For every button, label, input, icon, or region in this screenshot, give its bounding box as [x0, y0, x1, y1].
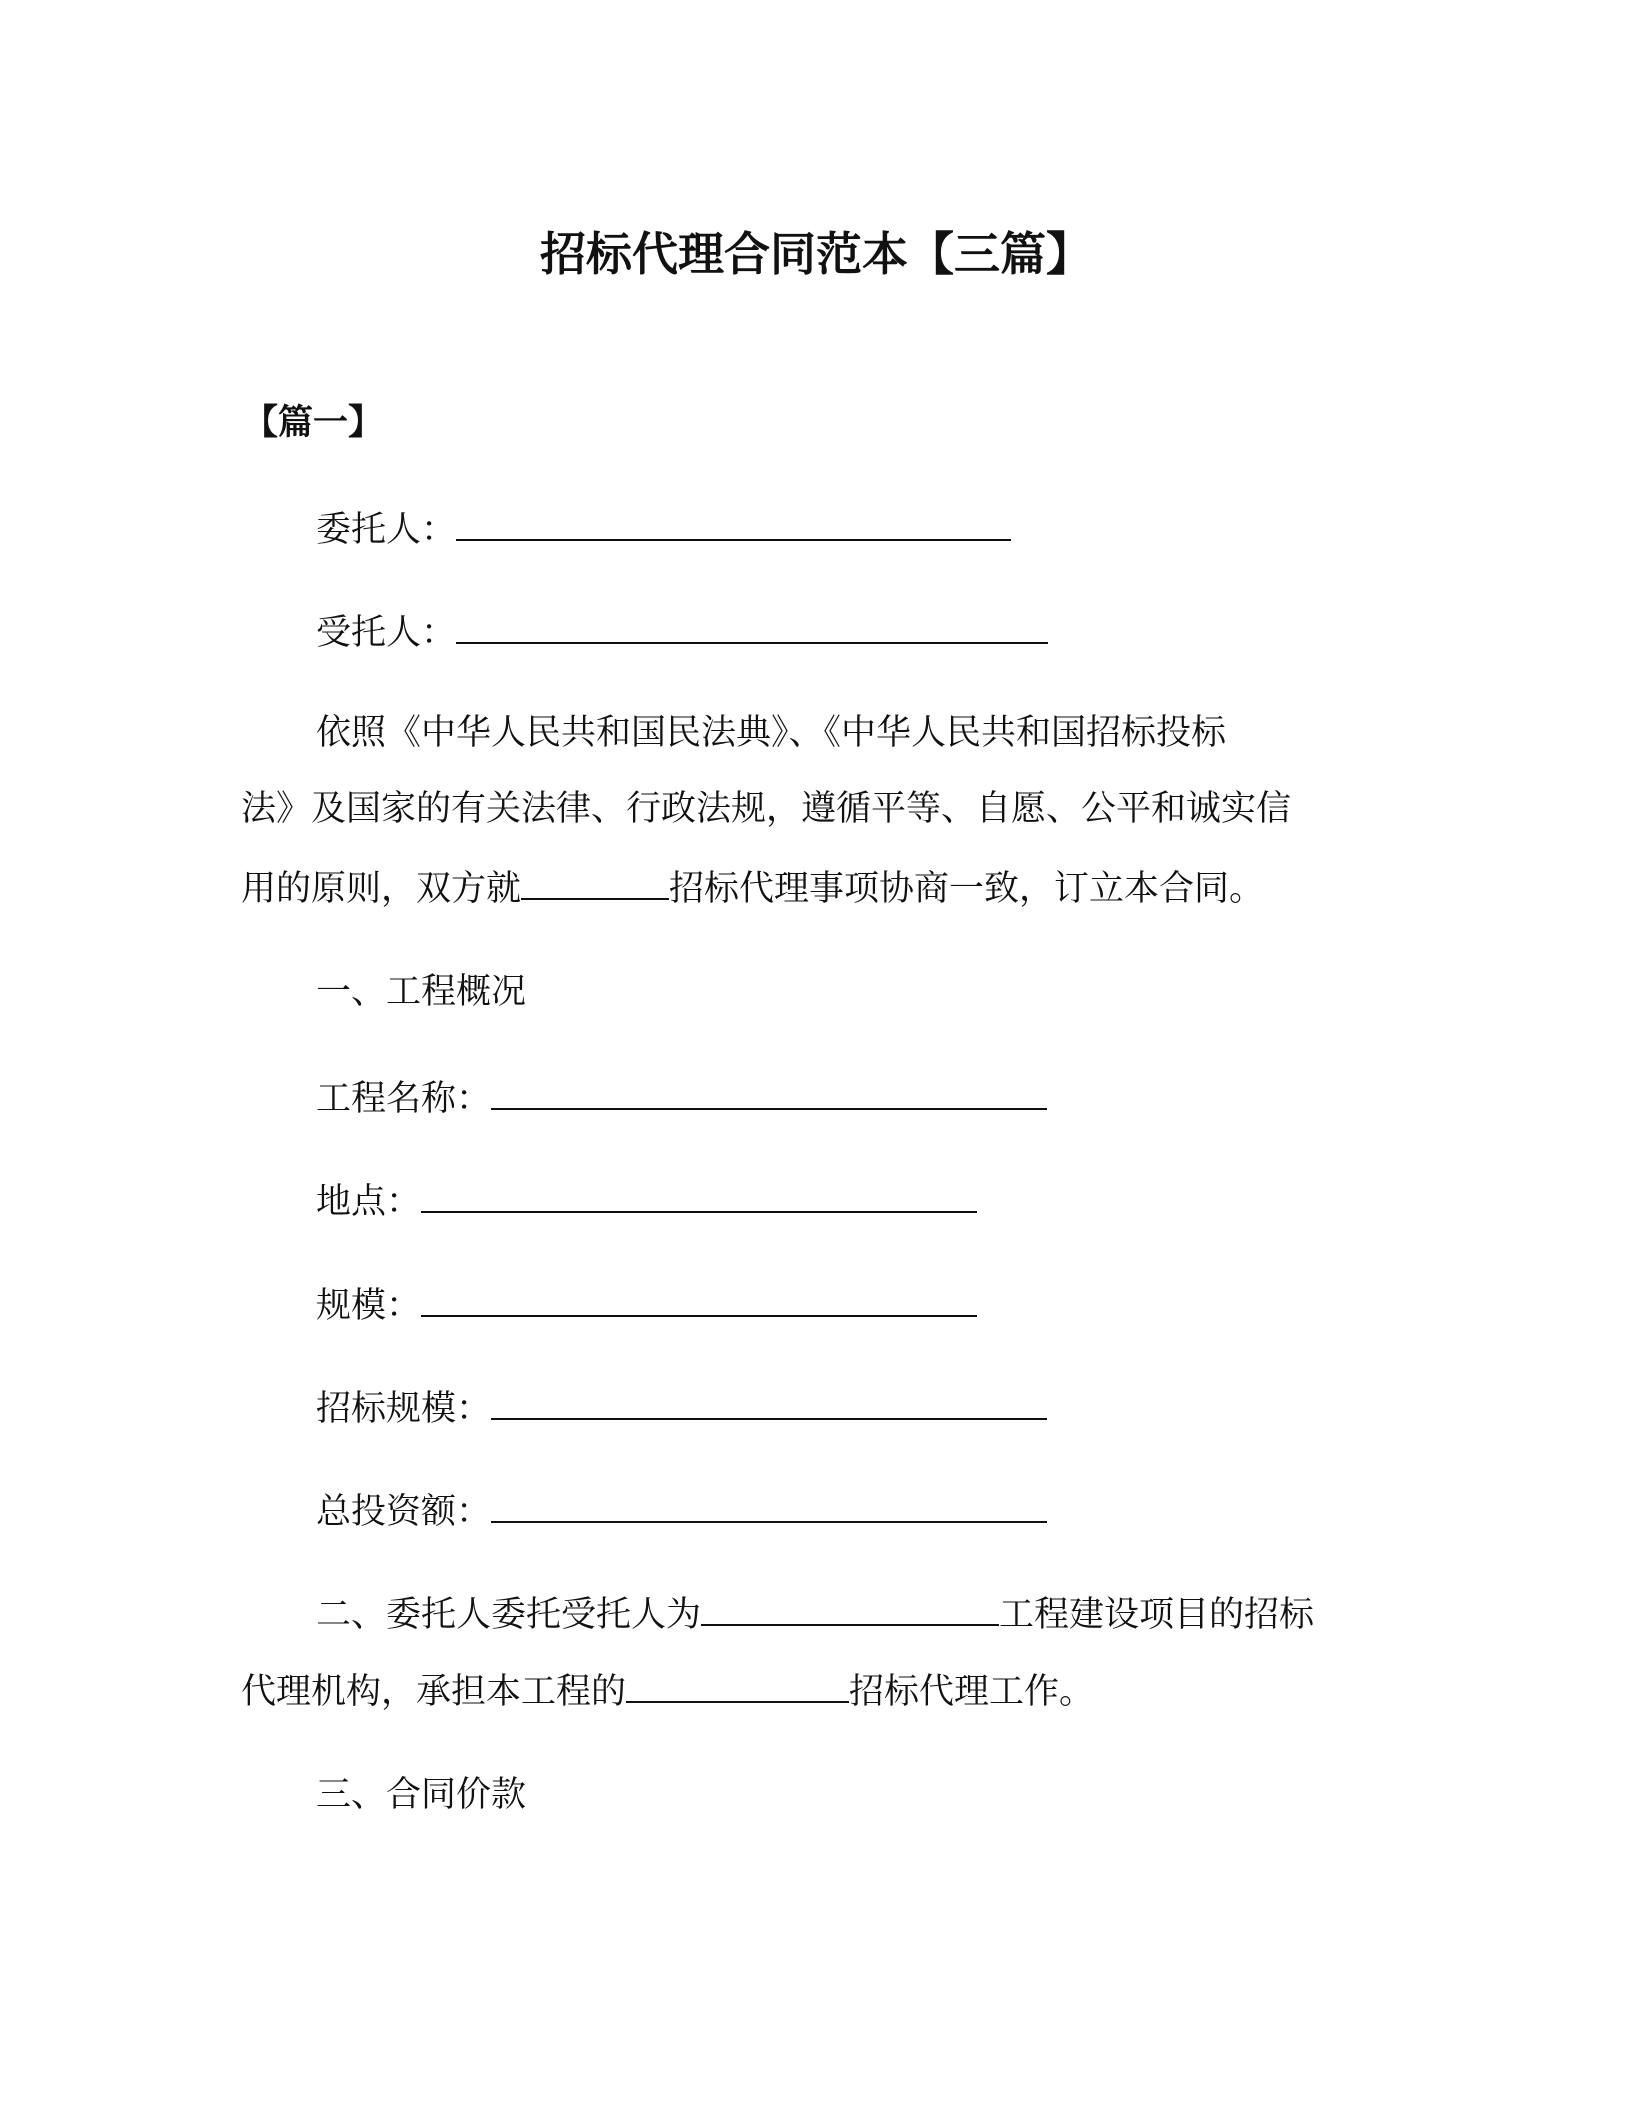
- clause-3-heading: 三、合同价款: [316, 1775, 527, 1815]
- preamble-line-3: [241, 864, 1264, 910]
- clause-2-scope-blank: [626, 1667, 849, 1703]
- project-name-label: 工程名称：: [316, 1079, 492, 1119]
- client-field: [316, 505, 1011, 551]
- bidding-scale-field: [316, 1384, 1047, 1430]
- client-label: 委托人：: [316, 510, 457, 550]
- agent-field: [316, 608, 1048, 654]
- total-investment-field: [316, 1487, 1047, 1533]
- preamble-line-1: 依照《中华人民共和国民法典》、《中华人民共和国招标投标: [316, 713, 1227, 753]
- clause-2-line-2-after: 招标代理工作。: [849, 1672, 1095, 1712]
- bidding-scale-label: 招标规模：: [316, 1389, 492, 1429]
- clause-2-project-blank: [701, 1590, 999, 1626]
- location-field: [316, 1177, 977, 1223]
- total-investment-label: 总投资额：: [316, 1492, 492, 1532]
- scale-field: [316, 1281, 977, 1327]
- project-name-field: [316, 1074, 1047, 1120]
- total-investment-blank: [491, 1487, 1047, 1523]
- document-title: 招标代理合同范本【三篇】: [540, 227, 1092, 281]
- agent-label: 受托人：: [316, 613, 457, 653]
- clause-2-line-2-before: 代理机构，承担本工程的: [241, 1672, 627, 1712]
- scale-label: 规模：: [316, 1286, 422, 1326]
- preamble-line-3-before: 用的原则，双方就: [241, 869, 522, 909]
- clause-2-line-1-before: 二、委托人委托受托人为: [316, 1595, 702, 1635]
- clause-1-heading: 一、工程概况: [316, 972, 527, 1012]
- clause-2-line-1: [316, 1590, 1314, 1636]
- client-blank: [456, 505, 1011, 541]
- preamble-blank: [521, 864, 669, 900]
- clause-2-line-1-after: 工程建设项目的招标: [999, 1595, 1315, 1635]
- agent-blank: [456, 608, 1048, 644]
- bidding-scale-blank: [491, 1384, 1047, 1420]
- location-label: 地点：: [316, 1182, 422, 1222]
- preamble-line-2: 法》及国家的有关法律、行政法规，遵循平等、自愿、公平和诚实信: [241, 789, 1292, 829]
- preamble-line-3-after: 招标代理事项协商一致，订立本合同。: [669, 869, 1265, 909]
- section-heading: 【篇一】: [243, 403, 384, 443]
- clause-2-line-2: [241, 1667, 1094, 1713]
- scale-blank: [421, 1281, 977, 1317]
- location-blank: [421, 1177, 977, 1213]
- project-name-blank: [491, 1074, 1047, 1110]
